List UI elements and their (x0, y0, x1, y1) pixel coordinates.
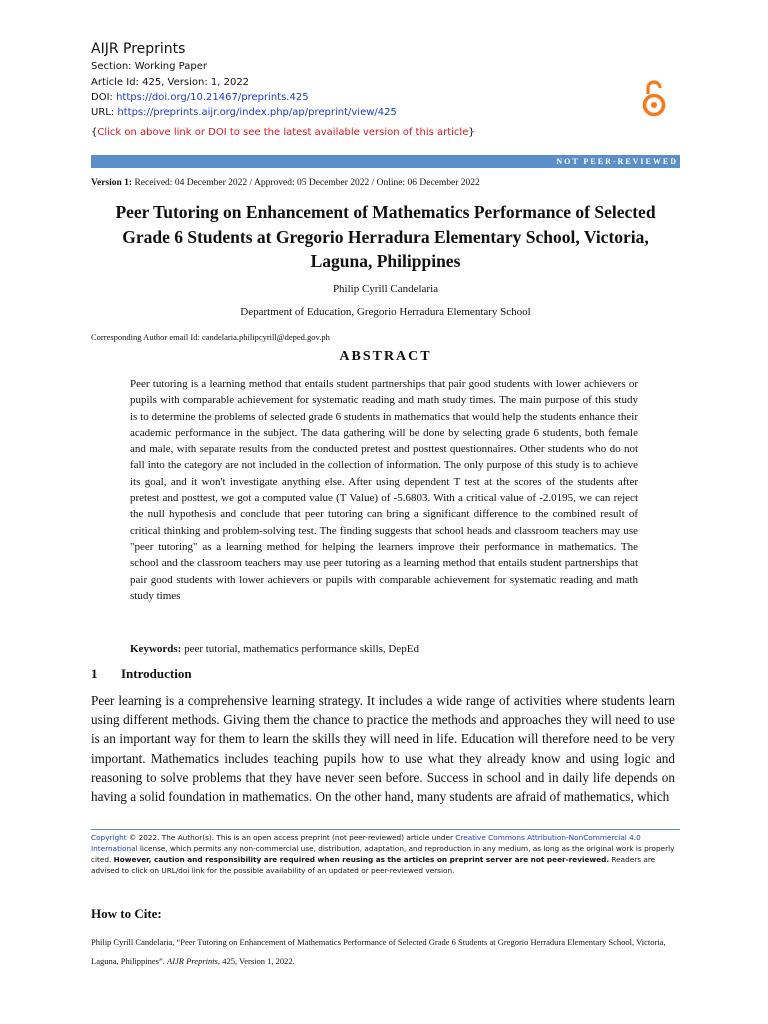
journal-name: AIJR Preprints, (167, 956, 221, 966)
doi-label: DOI: (91, 92, 117, 103)
introduction-body: Peer learning is a comprehensive learning strategy. It includes a wide range of activities where students learn using different methods. Giving them the chance to practice the methods and approaches they will need to use is an important way for them to learn the skills they will need in life. Education will therefore need to be very important. Mathematics includes teaching pupils how to use what they already know and using logic and reasoning to solve problems that they have never seen before. Success in school and in daily life depends on having a solid foundation in mathematics. On the other hand, many students are afraid of mathematics, which (91, 693, 675, 805)
abstract-heading: ABSTRACT (339, 349, 432, 364)
publisher-name: AIJR Preprints (91, 41, 186, 57)
how-to-cite-heading: How to Cite: (91, 906, 162, 921)
latest-version-notice: {Click on above link or DOI to see the latest available version of this article} (91, 127, 475, 138)
keywords-label: Keywords: (130, 643, 182, 655)
doi-link[interactable]: https://doi.org/10.21467/preprints.425 (116, 92, 309, 103)
section-line: Section: Working Paper (91, 61, 207, 72)
latest-version-link-text[interactable]: Click on above link or DOI to see the latest available version of this article (97, 127, 469, 138)
footer-divider (91, 829, 680, 830)
corresponding-email: Corresponding Author email Id: candelaria.philipcyrill@deped.gov.ph (91, 332, 330, 342)
caution-text: However, caution and responsibility are required when reusing as the articles on preprint server are not peer-reviewed. (113, 855, 610, 864)
keywords-text: peer tutorial, mathematics performance skills, DepEd (181, 643, 419, 655)
citation-text: Philip Cyrill Candelaria, “Peer Tutoring on Enhancement of Mathematics Performance of Selected Grade 6 Students at Gregorio Herradura Elementary School, Victoria, Laguna, Philippines”. AIJR Preprints, 425, Version 1, 2022. (91, 937, 666, 966)
section-title: Introduction (121, 666, 192, 681)
paper-title: Peer Tutoring on Enhancement of Mathematics Performance of Selected Grade 6 Students at Gregorio Herradura Elementary School, Victoria, Laguna, Philippines (115, 202, 656, 271)
copyright-link[interactable]: Copyright (91, 833, 127, 842)
author-name: Philip Cyrill Candelaria (332, 283, 439, 295)
license-link[interactable]: Creative Commons Attribution-NonCommercial 4.0 International (91, 833, 641, 853)
article-id-line: Article Id: 425, Version: 1, 2022 (91, 77, 250, 88)
version-dates-text: Received: 04 December 2022 / Approved: 05 December 2022 / Online: 06 December 2022 (132, 178, 480, 188)
abstract-body: Peer tutoring is a learning method that entails student partnerships that pair good students with lower achievers or pupils with comparable achievement for systematic reading and math study times. The main purpose of this study is to determine the problems of selected grade 6 students in mathematics that would help the students enhance their academic performance in the subject. The data gathering will be done by selecting grade 6 students, both female and male, with separate results from the conducted pretest and posttest questionnaires. Other students who do not fall into the category are not included in the collection of information. The only purpose of this study is to achieve its goal, and it won't investigate anything else. After using dependent T test at the scores of the students after pretest and posttest, we got a computed value (T Value) of -5.6803. With a critical value of -2.0195, we can reject the null hypothesis and conclude that peer tutoring can bring a significant difference to the combined result of critical thinking and problem-solving test. The finding suggests that school heads and classroom teachers may use "peer tutoring" as a learning method for helping the learners improve their performance in mathematics. The school and the classroom teachers may use peer tutoring as a learning method that entails student partnerships that pair good students with lower achievers or pupils with comparable achievement for systematic reading and math study times (130, 378, 638, 602)
url-link[interactable]: https://preprints.aijr.org/index.php/ap/preprint/view/425 (117, 107, 397, 118)
section-number: 1 (91, 666, 98, 681)
open-access-icon (641, 80, 667, 118)
doi-line (91, 92, 309, 103)
url-line (91, 107, 397, 118)
version-dates (91, 178, 480, 188)
version-label: Version 1: (91, 178, 133, 188)
author-affiliation: Department of Education, Gregorio Herradura Elementary School (240, 306, 531, 318)
introduction-heading (91, 666, 192, 682)
license-notice: Copyright © 2022. The Author(s). This is an open access preprint (not peer-reviewed) article under Creative Commons Attribution-NonCommercial 4.0 International license, which permits any non-commercial use, distribution, adaptation, and reproduction in any medium, as long as the original work is properly cited. However, caution and responsibility are required when reusing as the articles on preprint server are not peer-reviewed. Readers are advised to click on URL/doi link for the possible availability of an updated or peer-reviewed version. (91, 833, 675, 875)
url-label: URL: (91, 107, 118, 118)
keywords-line (130, 643, 419, 655)
not-peer-reviewed-banner: NOT PEER-REVIEWED (91, 155, 680, 168)
